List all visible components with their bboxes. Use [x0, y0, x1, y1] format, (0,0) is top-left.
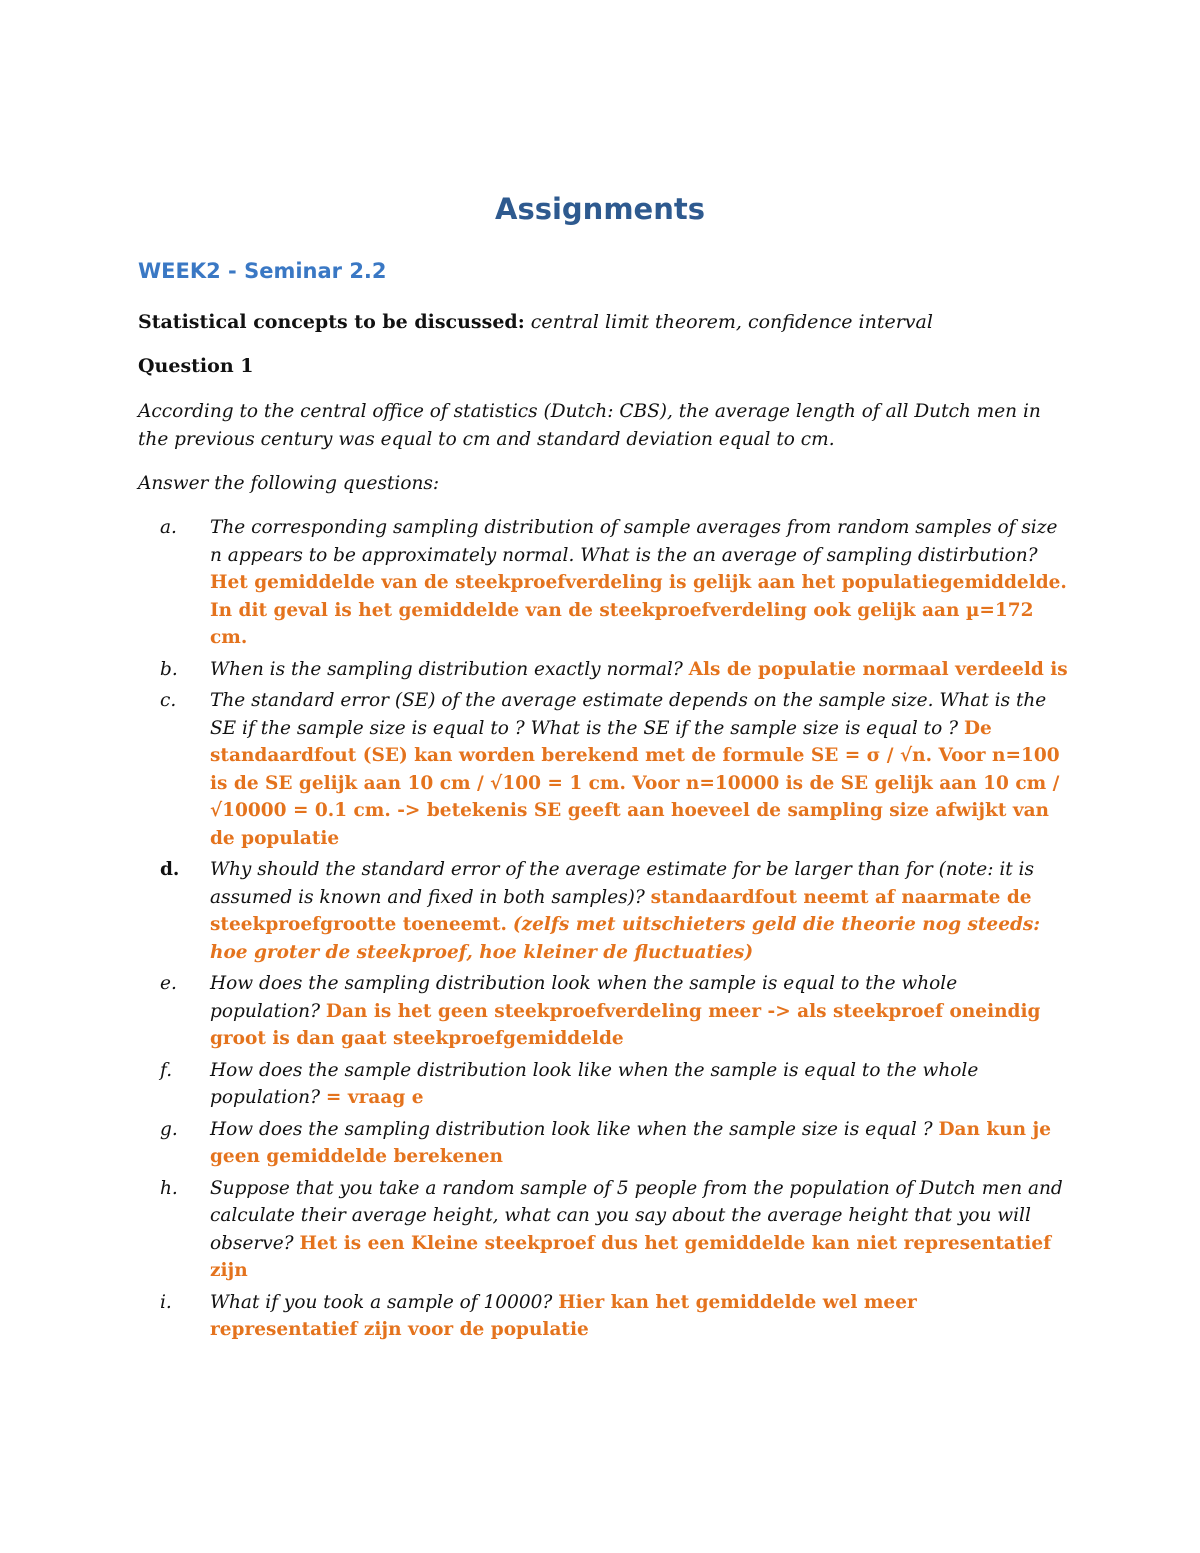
item-question: How does the sample distribution look like when the sample is equal to the whole population?: [210, 1059, 979, 1108]
list-item-d: [138, 856, 1068, 966]
week-heading: WEEK2 - Seminar 2.2: [138, 259, 387, 283]
item-marker: f.: [160, 1059, 173, 1081]
item-question: How does the sampling distribution look when the sample is equal to the whole population?: [210, 973, 958, 1022]
list-item-e: [138, 970, 1068, 1053]
item-answer: Hier kan het gemiddelde wel meer representatief zijn voor de populatie: [210, 1291, 917, 1340]
document-title: Assignments: [495, 192, 705, 226]
item-answer: Het gemiddelde van de steekproefverdeling is gelijk aan het populatiegemiddelde. In dit geval is het gemiddelde van de steekproefverdeling ook gelijk aan µ=172 cm.: [210, 572, 1067, 648]
list-item-g: [138, 1116, 1068, 1171]
list-item-a: [138, 514, 1068, 652]
item-answer: Het is een Kleine steekproef dus het gemiddelde kan niet representatief zijn: [210, 1232, 1052, 1281]
item-question: How does the sampling distribution look like when the sample size is equal ?: [210, 1118, 933, 1140]
item-marker: g.: [160, 1118, 178, 1140]
item-answer: Dan kun je geen gemiddelde berekenen: [210, 1118, 1051, 1167]
item-answer: De standaardfout (SE) kan worden berekend met de formule SE = σ / √n. Voor n=100 is de SE gelijk aan 10 cm / √100 = 1 cm. Voor n=10000 is de SE gelijk aan 10 cm / √10000 = 0.1 cm. -> betekenis SE geeft aan hoeveel de sampling size afwijkt van de populatie: [210, 717, 1060, 849]
item-question: The corresponding sampling distribution of sample averages from random samples of size n appears to be approximately normal. What is the an average of sampling distirbution?: [210, 517, 1058, 566]
item-marker: c.: [160, 690, 177, 711]
item-marker: e.: [160, 973, 177, 994]
list-item-h: [138, 1175, 1068, 1285]
item-question: Why should the standard error of the average estimate for be larger than for (note: it is assumed is known and fixed in both samples)?: [210, 859, 1034, 908]
answer-instruction: Answer the following questions:: [138, 473, 440, 494]
concepts-label: Statistical concepts to be discussed:: [138, 311, 525, 333]
item-answer: Dan is het geen steekproefverdeling meer -> als steekproef oneindig groot is dan gaat steekproefgemiddelde: [210, 1000, 1041, 1049]
question-intro: According to the central office of statistics (Dutch: CBS), the average length of all Dutch men in the previous century was equal to cm and standard deviation equal to cm.: [138, 401, 1041, 450]
item-answer: standaardfout neemt af naarmate de steekproefgrootte toeneemt.: [210, 886, 1032, 935]
question-list: [138, 514, 1068, 1344]
item-answer: Als de populatie normaal verdeeld is: [688, 658, 1068, 680]
item-question: Suppose that you take a random sample of 5 people from the population of Dutch men and calculate their average height, what can you say about the average height that you will observe?: [210, 1177, 1063, 1254]
question-heading: Question 1: [138, 355, 254, 377]
item-question: When is the sampling distribution exactly normal?: [210, 658, 683, 680]
item-marker: a.: [160, 517, 177, 538]
list-item-b: [138, 656, 1068, 684]
list-item-f: [138, 1057, 1068, 1112]
item-answer: = vraag e: [325, 1087, 424, 1108]
item-marker: b.: [160, 658, 178, 680]
document-body: [138, 256, 1068, 1348]
list-item-c: [138, 687, 1068, 852]
item-question: What if you took a sample of 10000?: [210, 1291, 553, 1313]
item-question: The standard error (SE) of the average estimate depends on the sample size. What is the SE if the sample size is equal to ? What is the SE if the sample size is equal to ?: [210, 690, 1047, 739]
item-marker: d.: [160, 859, 180, 880]
statistical-concepts: [138, 308, 1068, 336]
concepts-value: central limit theorem, confidence interval: [530, 311, 933, 333]
list-item-i: [138, 1289, 1068, 1344]
item-answer-note: (zelfs met uitschieters geld die theorie nog steeds: hoe groter de steekproef, hoe kleiner de fluctuaties): [210, 914, 1041, 963]
item-marker: h.: [160, 1177, 178, 1199]
item-marker: i.: [160, 1291, 172, 1313]
